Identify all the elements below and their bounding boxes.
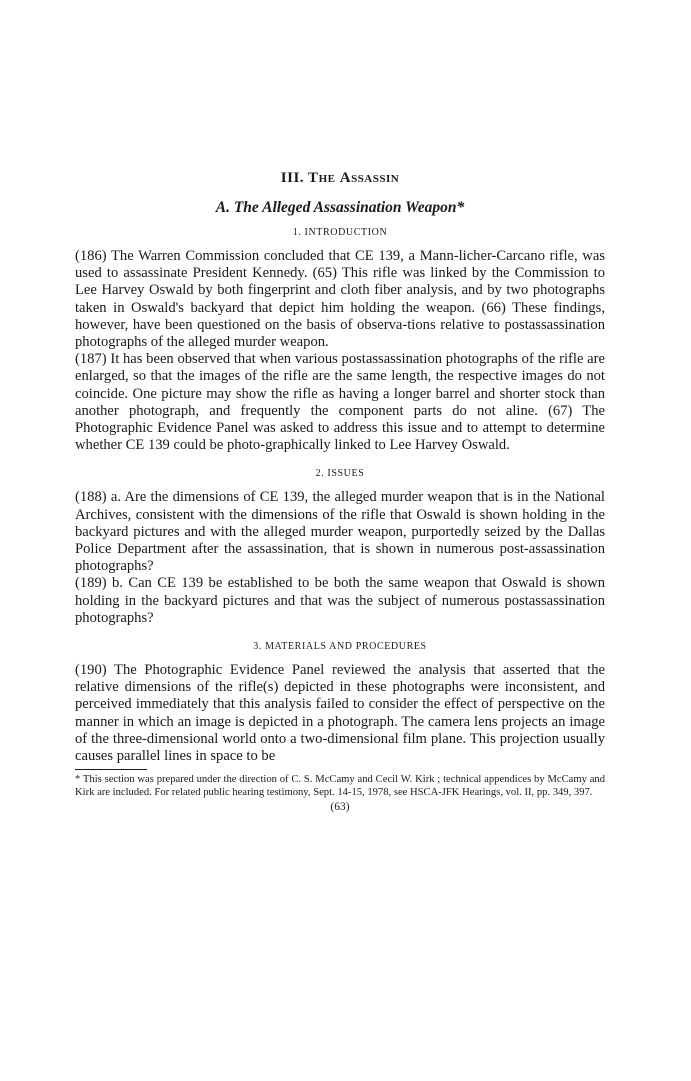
paragraph-188: (188) a. Are the dimensions of CE 139, the alleged murder weapon that is in the National Archives, consistent with the dimensions of the rifle that Oswald is shown holding in the backyard pictures and with the alleged murder weapon, purportedly seized by the Dallas Police Department after the assassination, that is shown in numerous post-assassination photographs? [75, 489, 605, 575]
section-heading-issues: 2. ISSUES [315, 468, 365, 480]
section-heading-introduction: 1. INTRODUCTION [292, 227, 388, 238]
section-subtitle: A. The Alleged Assassination Weapon* [215, 199, 465, 216]
page-number: (63) [330, 801, 350, 814]
paragraph-186: (186) The Warren Commission concluded that CE 139, a Mann-licher-Carcano rifle, was used to assassinate President Kennedy. (65) This rifle was linked by the Commission to Lee Harvey Oswald by both fingerprint and cloth fiber analysis, and by two photographs taken in Oswald's backyard that depict him holding the weapon. (66) These findings, however, have been questioned on the basis of observa-tions relative to postassassination photographs of the alleged murder weapon. [75, 248, 605, 351]
footnote: * This section was prepared under the direction of C. S. McCamy and Cecil W. Kirk ; technical appendices by McCamy and Kirk are included. For related public hearing testimony, Sept. 14-15, 1978, see HSCA-JFK Hearings, vol. II, pp. 349, 397. [75, 774, 605, 798]
paragraph-190: (190) The Photographic Evidence Panel reviewed the analysis that asserted that the relative dimensions of the rifle(s) depicted in these photographs were inconsistent, and perceived immediately that this analysis failed to consider the effect of perspective on the manner in which an image is depicted in a photograph. The camera lens projects an image of the three-dimensional world onto a two-dimensional film plane. This projection usually causes parallel lines in space to be [75, 662, 605, 765]
part-title: III. The Assassin [280, 170, 400, 186]
document-page [75, 170, 605, 813]
footnote-divider [75, 769, 147, 770]
paragraph-187: (187) It has been observed that when various postassassination photographs of the rifle are enlarged, so that the images of the rifle are the same length, the respective images do not coincide. One picture may show the rifle as having a longer barrel and shorter stock than another photograph, and frequently the component parts do not aline. (67) The Photographic Evidence Panel was asked to address this issue and to attempt to determine whether CE 139 could be photo-graphically linked to Lee Harvey Oswald. [75, 351, 605, 454]
section-heading-materials-procedures: 3. MATERIALS AND PROCEDURES [253, 641, 427, 653]
paragraph-189: (189) b. Can CE 139 be established to be both the same weapon that Oswald is shown holding in the backyard pictures and that was the subject of numerous postassassination photographs? [75, 575, 605, 626]
